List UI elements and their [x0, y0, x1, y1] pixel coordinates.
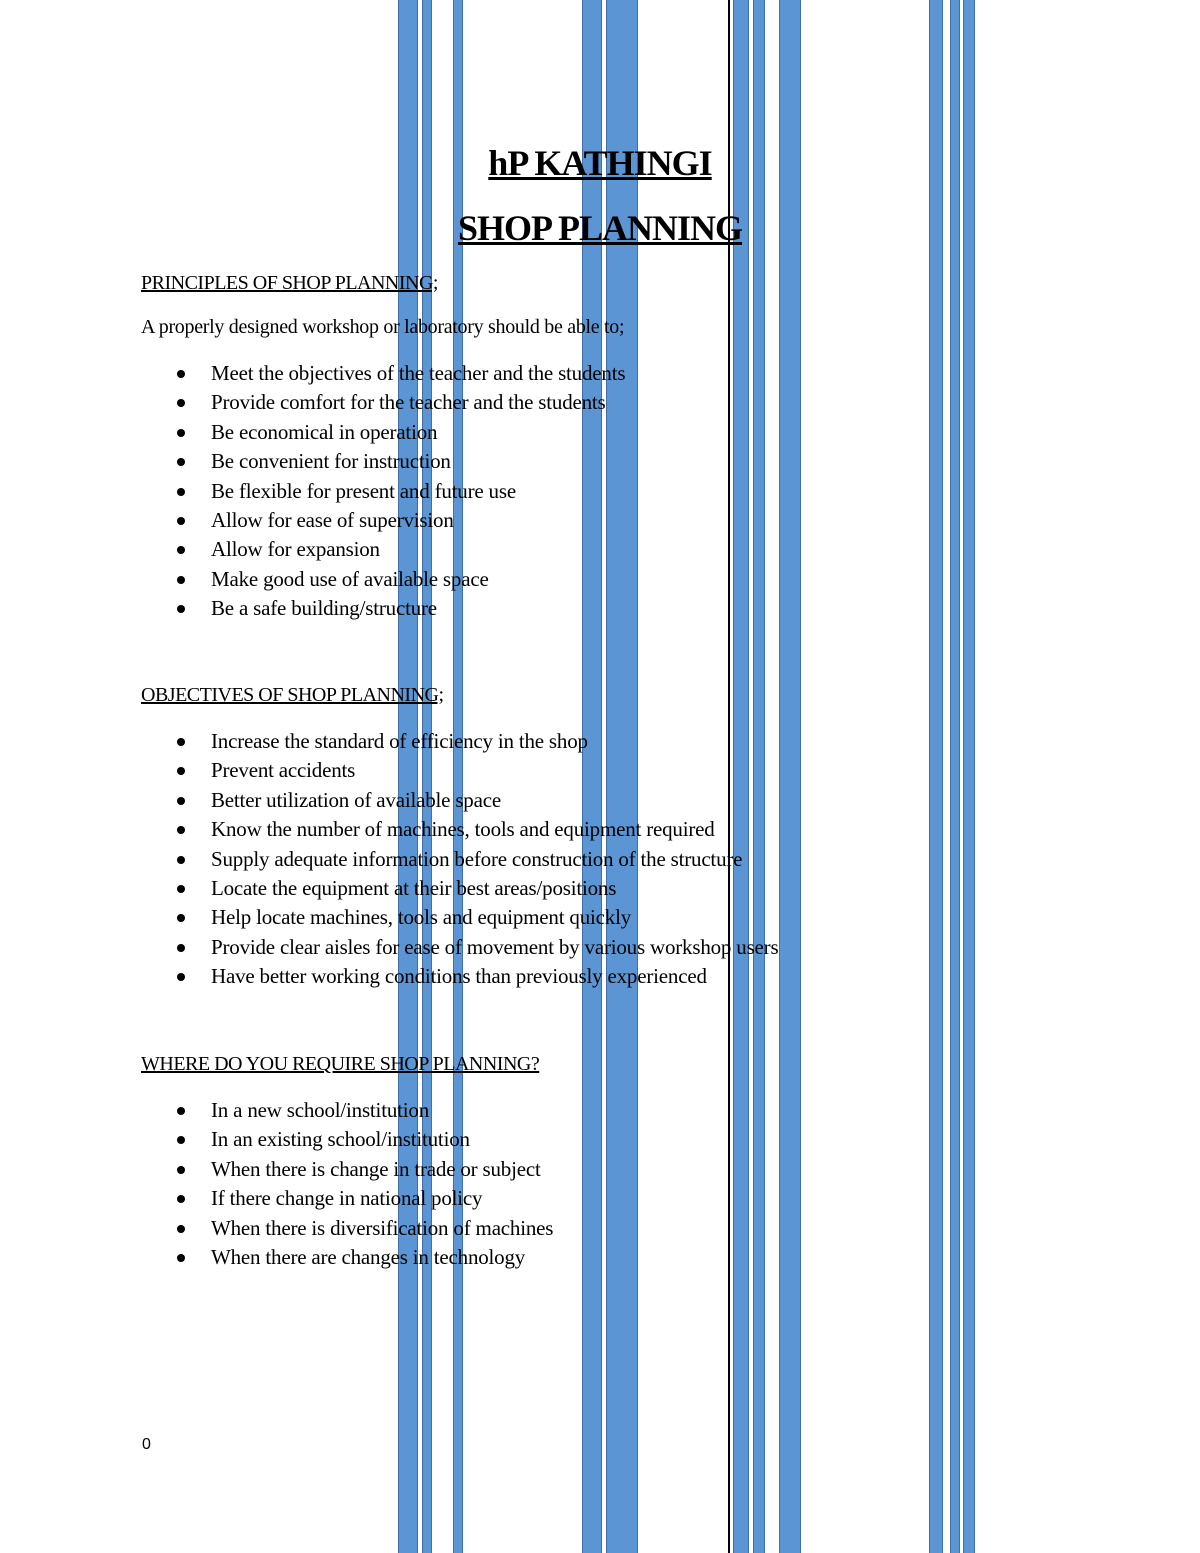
list-item: [174, 565, 625, 594]
bullet-icon: [177, 1225, 185, 1233]
bullet-icon: [177, 1254, 185, 1262]
list-item-text: Allow for ease of supervision: [211, 507, 454, 532]
bullet-icon: [177, 973, 185, 981]
bullet-icon: [177, 546, 185, 554]
list-item: [174, 1125, 553, 1154]
list-item: [174, 477, 625, 506]
list-item: [174, 727, 778, 756]
bullet-icon: [177, 517, 185, 525]
list-item: [174, 506, 625, 535]
principles-heading: PRINCIPLES OF SHOP PLANNING;: [141, 272, 438, 294]
list-item: [174, 786, 778, 815]
list-item-text: Have better working conditions than previously experienced: [211, 964, 707, 989]
list-item: [174, 359, 625, 388]
objectives-heading: OBJECTIVES OF SHOP PLANNING;: [141, 684, 444, 706]
objectives-list: [174, 727, 778, 992]
list-item-text: Allow for expansion: [211, 537, 380, 562]
author-name: hP KATHINGI: [488, 143, 712, 183]
list-item-text: When there is change in trade or subject: [211, 1156, 541, 1181]
bullet-icon: [177, 605, 185, 613]
list-item-text: Prevent accidents: [211, 758, 356, 783]
list-item: [174, 1184, 553, 1213]
list-item: [174, 1243, 553, 1272]
bullet-icon: [177, 370, 185, 378]
list-item-text: Be economical in operation: [211, 419, 438, 444]
list-item: [174, 874, 778, 903]
bullet-icon: [177, 944, 185, 952]
list-item-text: Locate the equipment at their best areas/positions: [211, 875, 617, 900]
list-item-text: Meet the objectives of the teacher and the students: [211, 361, 626, 385]
bullet-icon: [177, 738, 185, 746]
bullet-icon: [177, 429, 185, 437]
list-item-text: Be a safe building/structure: [211, 596, 437, 621]
list-item: [174, 535, 625, 564]
bullet-icon: [177, 826, 185, 834]
list-item: [174, 845, 778, 874]
bullet-icon: [177, 1136, 185, 1144]
list-item-text: Increase the standard of efficiency in the shop: [211, 729, 588, 753]
list-item-text: Supply adequate information before construction of the structure: [211, 846, 743, 871]
bullet-icon: [177, 856, 185, 864]
bullet-icon: [177, 1195, 185, 1203]
list-item: [174, 1155, 553, 1184]
list-item: [174, 418, 625, 447]
list-item-text: Provide comfort for the teacher and the students: [211, 390, 606, 415]
list-item: [174, 903, 778, 932]
list-item: [174, 447, 625, 476]
where-list: [174, 1096, 553, 1272]
list-item-text: When there is diversification of machines: [211, 1215, 554, 1240]
list-item: [174, 815, 778, 844]
document-title: SHOP PLANNING: [457, 208, 743, 248]
principles-list: [174, 359, 625, 624]
list-item-text: When there are changes in technology: [211, 1244, 526, 1269]
where-heading: WHERE DO YOU REQUIRE SHOP PLANNING?: [141, 1053, 540, 1075]
list-item-text: In an existing school/institution: [211, 1127, 470, 1152]
bullet-icon: [177, 1107, 185, 1115]
bullet-icon: [177, 1166, 185, 1174]
list-item: [174, 1096, 553, 1125]
list-item-text: If there change in national policy: [211, 1186, 483, 1211]
bullet-icon: [177, 885, 185, 893]
list-item-text: Help locate machines, tools and equipment quickly: [211, 905, 632, 930]
bullet-icon: [177, 488, 185, 496]
list-item: [174, 1214, 553, 1243]
bullet-icon: [177, 914, 185, 922]
list-item: [174, 962, 778, 991]
list-item: [174, 388, 625, 417]
list-item: [174, 756, 778, 785]
bullet-icon: [177, 767, 185, 775]
page-number: 0: [142, 1436, 151, 1453]
bullet-icon: [177, 797, 185, 805]
list-item-text: Know the number of machines, tools and equipment required: [211, 817, 715, 842]
bullet-icon: [177, 458, 185, 466]
bullet-icon: [177, 576, 185, 584]
list-item-text: Be convenient for instruction: [211, 449, 451, 474]
list-item-text: In a new school/institution: [211, 1098, 429, 1122]
list-item: [174, 933, 778, 962]
bullet-icon: [177, 399, 185, 407]
list-item: [174, 594, 625, 623]
list-item-text: Make good use of available space: [211, 566, 489, 591]
list-item-text: Provide clear aisles for ease of movement by various workshop users: [211, 934, 779, 959]
list-item-text: Be flexible for present and future use: [211, 478, 516, 503]
principles-intro: A properly designed workshop or laboratory should be able to;: [141, 316, 625, 338]
list-item-text: Better utilization of available space: [211, 787, 501, 812]
